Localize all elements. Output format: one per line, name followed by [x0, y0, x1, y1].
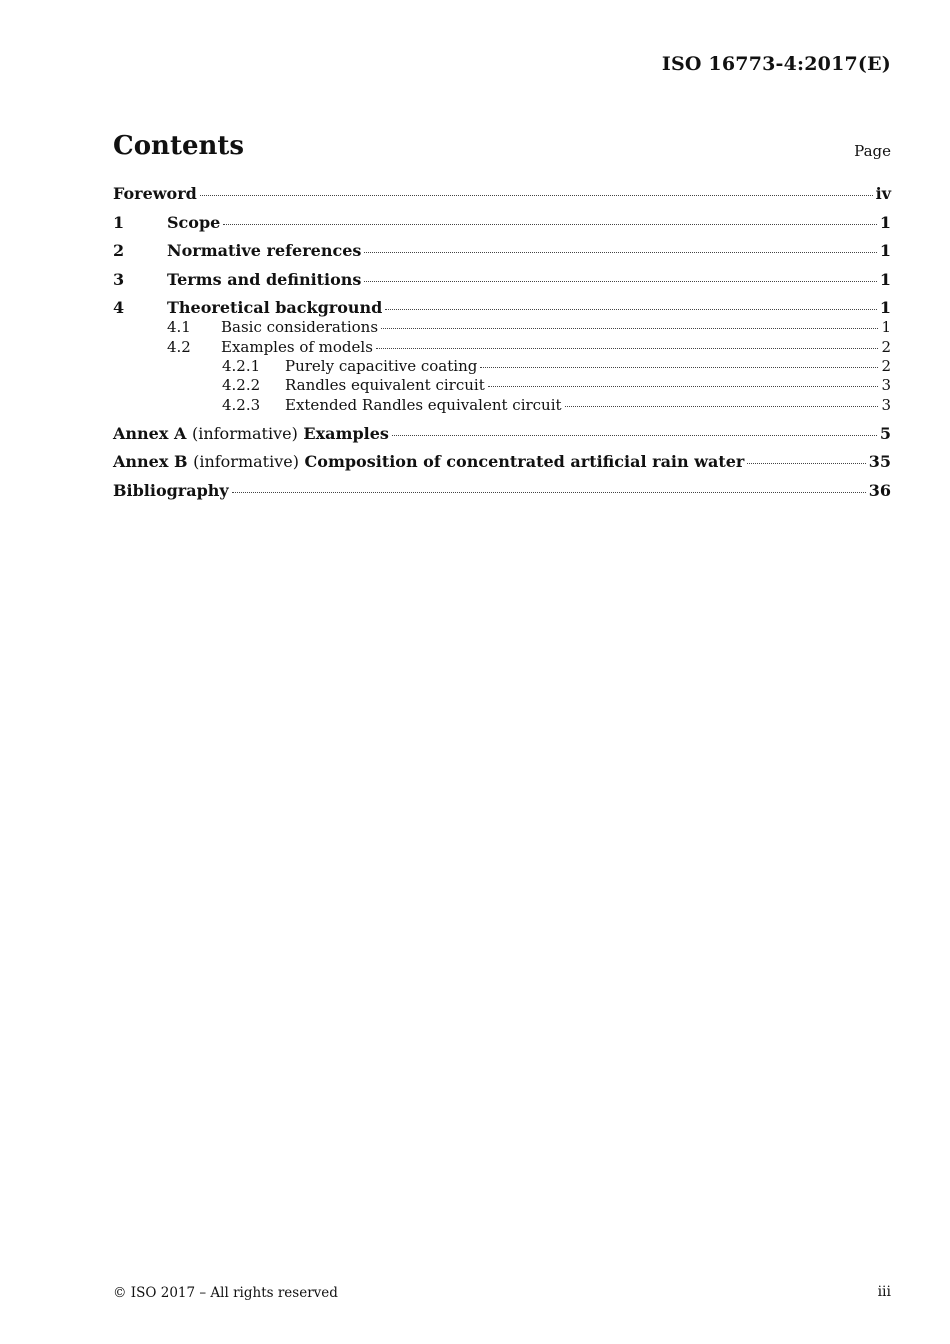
toc-entry-number: 4.2.2 [222, 376, 261, 395]
toc-entry-scope[interactable] [113, 213, 891, 242]
toc-entry-title: Purely capacitive coating [285, 356, 478, 375]
toc-entry-number: 4.1 [167, 318, 191, 337]
toc-entry-examples-of-models[interactable] [113, 338, 891, 357]
toc-entry-purely-capacitive-coating[interactable] [113, 357, 891, 376]
dot-leader [480, 367, 878, 368]
dot-leader [747, 463, 865, 464]
dot-leader [232, 492, 866, 493]
toc-entry-page: iv [875, 184, 891, 203]
toc-entry-page: 1 [881, 318, 891, 337]
toc-entry-foreword[interactable] [113, 184, 891, 213]
dot-leader [364, 252, 876, 253]
toc-entry-page: 5 [879, 423, 891, 443]
toc-entry-randles-equivalent-circuit[interactable] [113, 376, 891, 395]
annex-qualifier: (informative) [191, 423, 298, 443]
toc-entry-title: Theoretical background [167, 298, 383, 318]
annex-title: Examples [303, 423, 389, 443]
toc-entry-terms-and-definitions[interactable] [113, 270, 891, 299]
toc-entry-title: Randles equivalent circuit [285, 376, 485, 395]
table-of-contents [113, 184, 891, 510]
toc-entry-page: 2 [881, 337, 891, 356]
dot-leader [364, 281, 876, 282]
toc-entry-page: 3 [881, 376, 891, 395]
toc-entry-number: 3 [113, 269, 125, 289]
toc-entry-number: 4.2.1 [222, 356, 261, 375]
toc-entry-page: 2 [881, 356, 891, 375]
toc-entry-page: 35 [868, 452, 891, 472]
toc-entry-title: Scope [167, 212, 221, 232]
toc-entry-title: Bibliography [113, 481, 229, 501]
page-number: iii [877, 1284, 891, 1300]
document-id: ISO 16773-4:2017(E) [661, 53, 891, 75]
toc-entry-number: 2 [113, 241, 125, 261]
toc-entry-title: Examples of models [221, 337, 373, 356]
annex-label: Annex A [113, 423, 187, 443]
toc-entry-title: Normative references [167, 241, 362, 261]
toc-entry-title [113, 452, 744, 471]
toc-entry-number: 4.2 [167, 337, 191, 356]
toc-entry-page: 1 [879, 269, 891, 289]
toc-entry-page: 1 [879, 241, 891, 261]
annex-label: Annex B [113, 452, 188, 472]
dot-leader [200, 195, 873, 196]
toc-entry-theoretical-background[interactable] [113, 298, 891, 318]
dot-leader [385, 309, 877, 310]
toc-entry-number: 1 [113, 212, 125, 232]
toc-entry-basic-considerations[interactable] [113, 318, 891, 337]
dot-leader [392, 435, 877, 436]
page-column-label: Page [854, 142, 891, 160]
contents-heading: Contents [113, 131, 245, 161]
toc-entry-title [113, 424, 389, 443]
toc-entry-title: Foreword [113, 184, 197, 203]
toc-entry-normative-references[interactable] [113, 241, 891, 270]
dot-leader [565, 406, 879, 407]
dot-leader [376, 348, 879, 349]
annex-qualifier: (informative) [193, 452, 299, 472]
toc-entry-number: 4.2.3 [222, 395, 261, 414]
toc-entry-title: Terms and definitions [167, 269, 362, 289]
toc-entry-title: Extended Randles equivalent circuit [285, 395, 562, 414]
toc-entry-title: Basic considerations [221, 318, 379, 337]
annex-title: Composition of concentrated artificial rain water [304, 452, 745, 472]
toc-entry-bibliography[interactable] [113, 481, 891, 510]
toc-entry-page: 36 [868, 481, 891, 501]
toc-entry-annex-a[interactable] [113, 424, 891, 453]
toc-entry-extended-randles-equivalent-circuit[interactable] [113, 396, 891, 415]
toc-entry-page: 1 [879, 212, 891, 232]
copyright-notice: © ISO 2017 – All rights reserved [113, 1285, 338, 1301]
toc-entry-number: 4 [113, 298, 125, 318]
toc-entry-page: 1 [879, 298, 891, 318]
dot-leader [381, 328, 878, 329]
toc-entry-annex-b[interactable] [113, 452, 891, 481]
toc-entry-page: 3 [881, 395, 891, 414]
dot-leader [223, 224, 877, 225]
dot-leader [488, 386, 879, 387]
